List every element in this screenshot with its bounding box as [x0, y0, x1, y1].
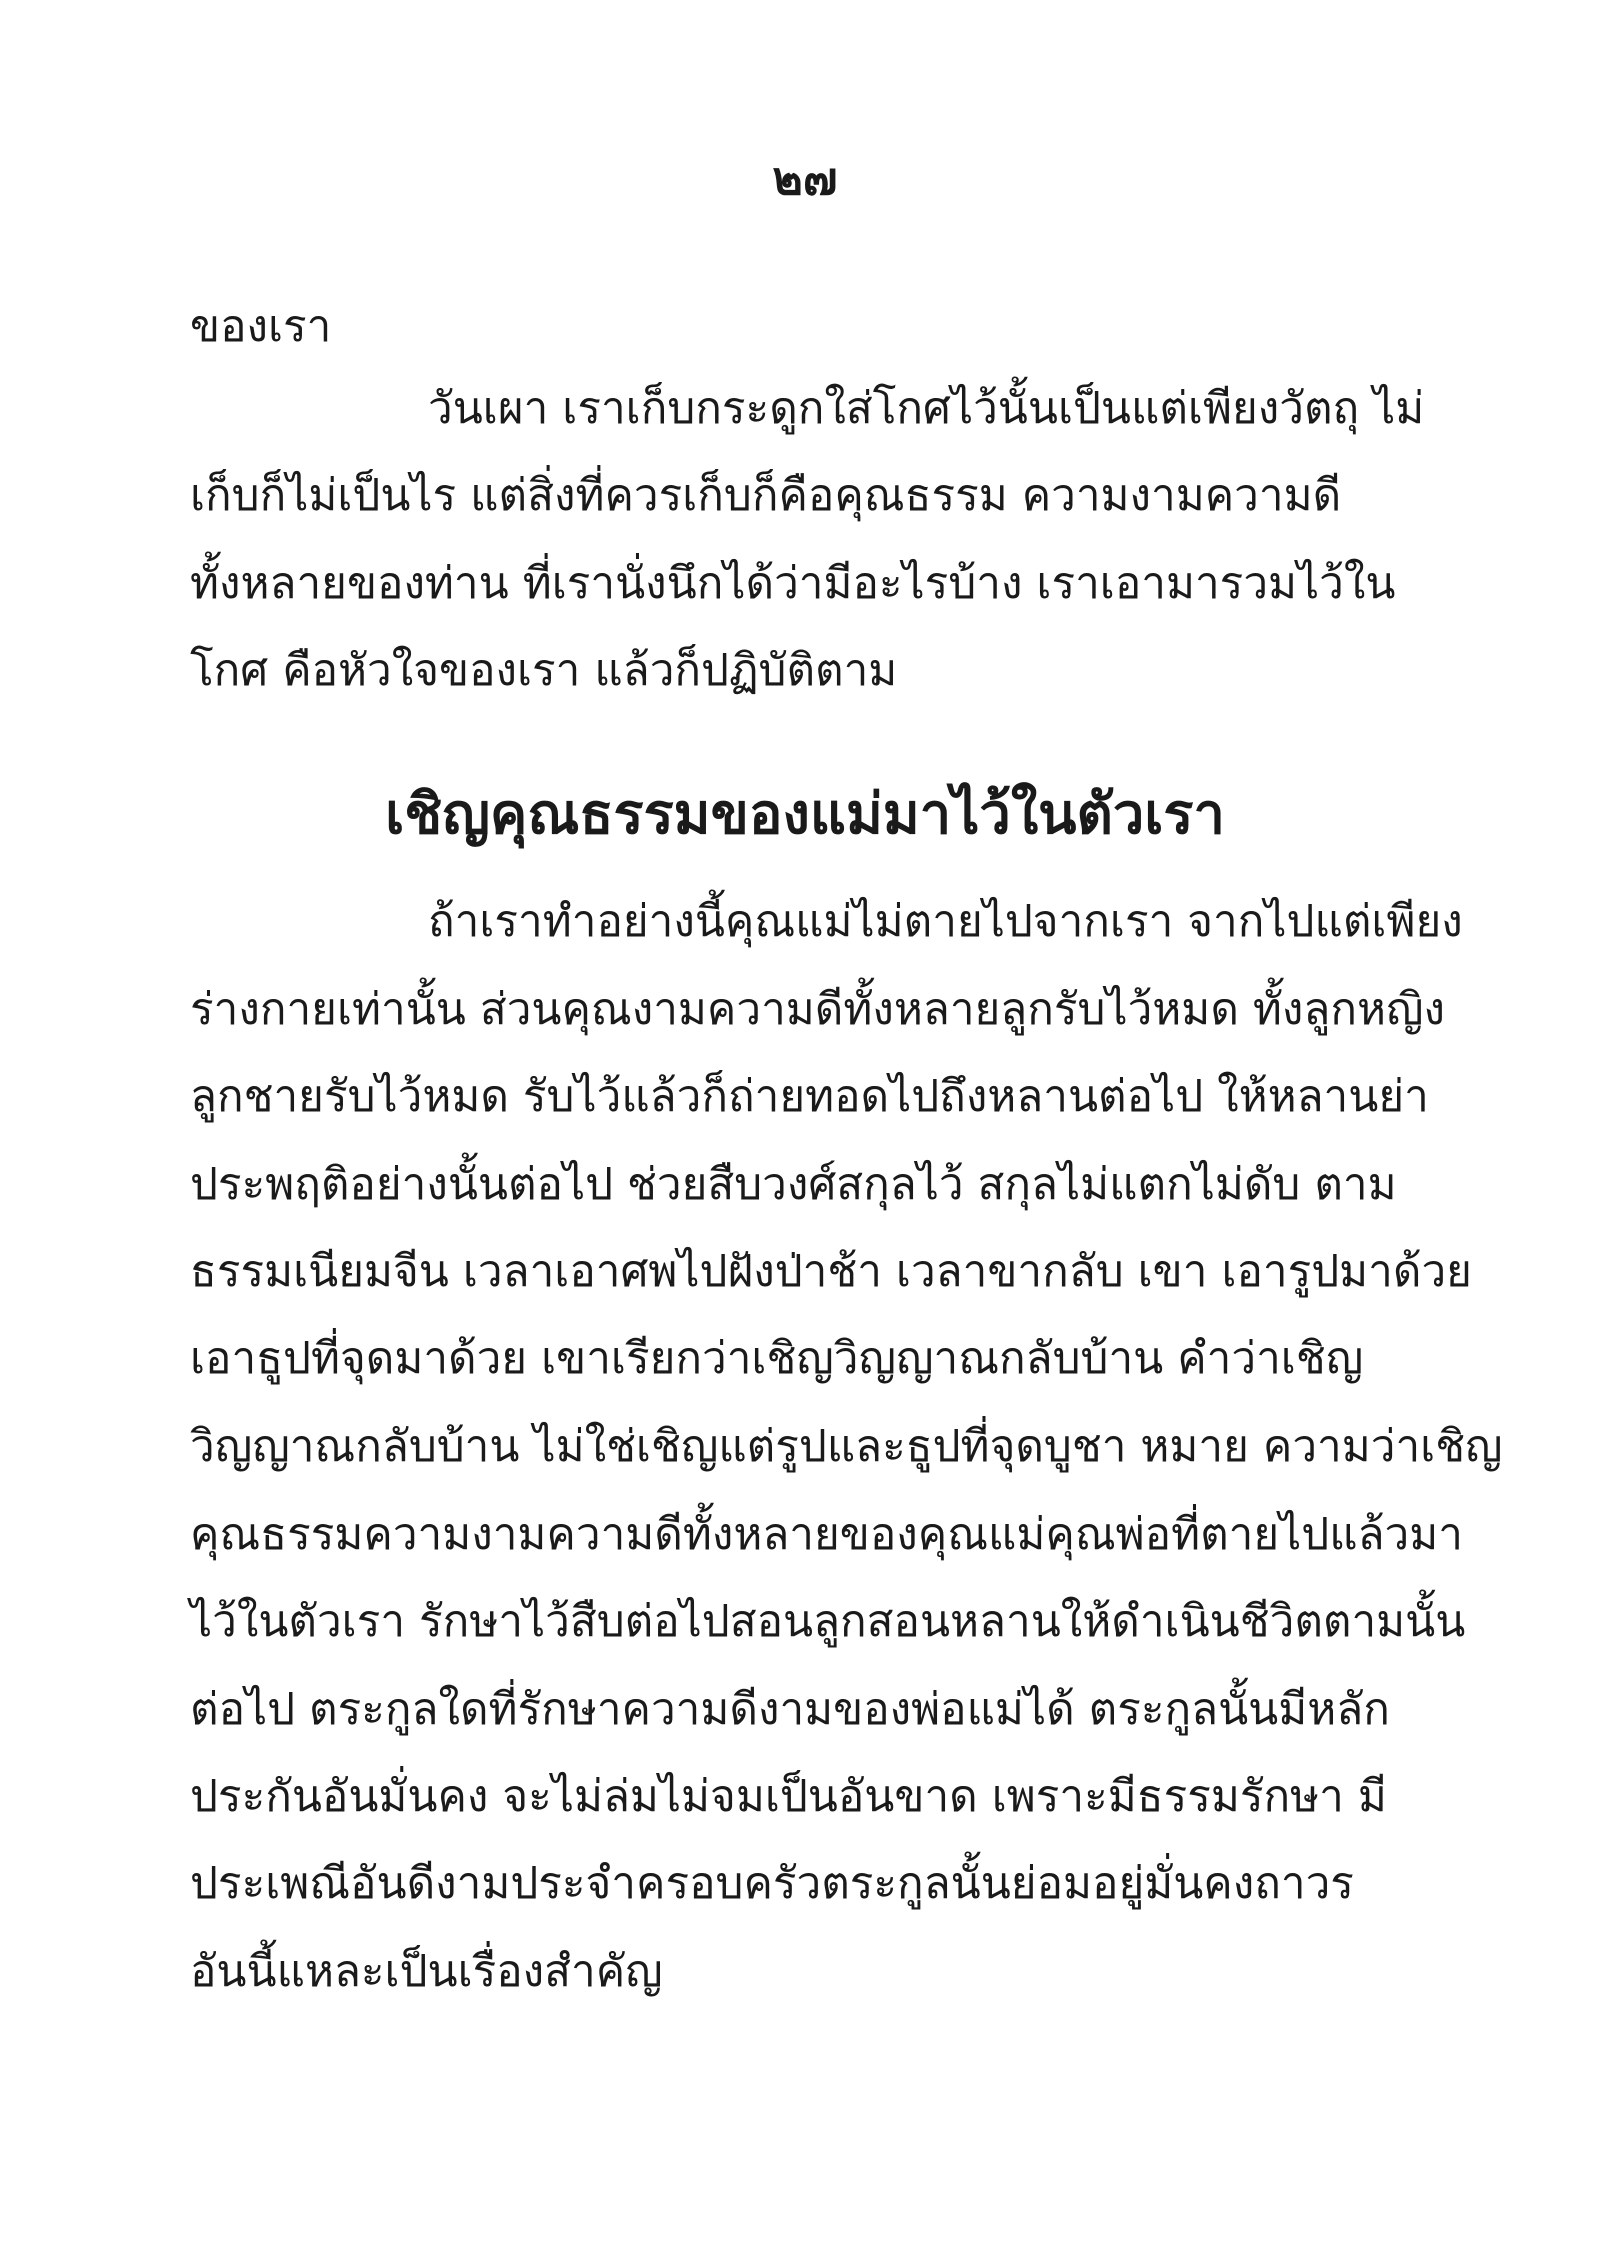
body-line: ของเรา: [190, 301, 332, 352]
body-line: ไว้ในตัวเรา รักษาไว้สืบต่อไปสอนลูกสอนหลานให้ดำเนินชีวิตตามนั้น: [190, 1596, 1466, 1647]
body-line: เก็บก็ไม่เป็นไร แต่สิ่งที่ควรเก็บก็คือคุณธรรม ความงามความดี: [190, 470, 1342, 521]
section-heading: เชิญคุณธรรมของแม่มาไว้ในตัวเรา: [385, 782, 1225, 847]
body-line: คุณธรรมความงามความดีทั้งหลายของคุณแม่คุณพ่อที่ตายไปแล้วมา: [190, 1509, 1463, 1560]
body-line: ลูกชายรับไว้หมด รับไว้แล้วก็ถ่ายทอดไปถึงหลานต่อไป ให้หลานย่า: [190, 1071, 1429, 1122]
body-line: ประพฤติอย่างนั้นต่อไป ช่วยสืบวงศ์สกุลไว้ สกุลไม่แตกไม่ดับ ตาม: [190, 1159, 1397, 1210]
page-number: ๒๗: [772, 151, 838, 205]
body-line: ต่อไป ตระกูลใดที่รักษาความดีงามของพ่อแม่ได้ ตระกูลนั้นมีหลัก: [190, 1684, 1390, 1735]
body-line: วิญญาณกลับบ้าน ไม่ใช่เชิญแต่รูปและธูปที่จุดบูชา หมาย ความว่าเชิญ: [190, 1421, 1503, 1472]
body-line: อันนี้แหละเป็นเรื่องสำคัญ: [190, 1946, 663, 1997]
body-line: ถ้าเราทำอย่างนี้คุณแม่ไม่ตายไปจากเรา จากไปแต่เพียง: [428, 896, 1463, 947]
body-line: โกศ คือหัวใจของเรา แล้วก็ปฏิบัติตาม: [190, 645, 898, 696]
body-line: เอาธูปที่จุดมาด้วย เขาเรียกว่าเชิญวิญญาณกลับบ้าน คำว่าเชิญ: [190, 1333, 1364, 1384]
body-line: ประกันอันมั่นคง จะไม่ล่มไม่จมเป็นอันขาด เพราะมีธรรมรักษา มี: [190, 1771, 1387, 1822]
body-line: วันเผา เราเก็บกระดูกใส่โกศไว้นั้นเป็นแต่เพียงวัตถุ ไม่: [428, 383, 1425, 434]
body-line: ร่างกายเท่านั้น ส่วนคุณงามความดีทั้งหลายลูกรับไว้หมด ทั้งลูกหญิง: [190, 984, 1445, 1035]
body-line: ธรรมเนียมจีน เวลาเอาศพไปฝังป่าช้า เวลาขากลับ เขา เอารูปมาด้วย: [190, 1246, 1472, 1297]
body-line: ทั้งหลายของท่าน ที่เรานั่งนึกได้ว่ามีอะไรบ้าง เราเอามารวมไว้ใน: [190, 558, 1396, 609]
body-line: ประเพณีอันดีงามประจำครอบครัวตระกูลนั้นย่อมอยู่มั่นคงถาวร: [190, 1858, 1354, 1909]
